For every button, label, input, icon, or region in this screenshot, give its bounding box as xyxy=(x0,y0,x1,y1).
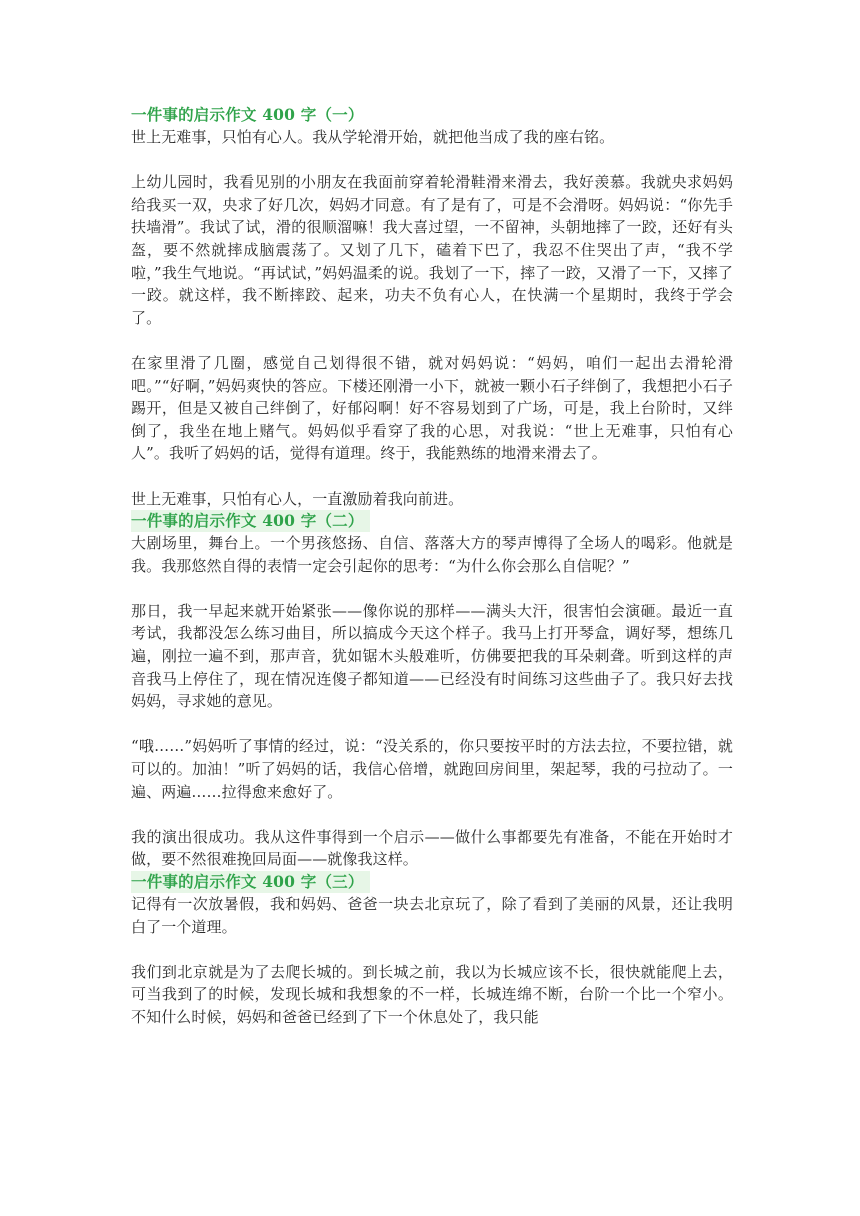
paragraph: 记得有一次放暑假，我和妈妈、爸爸一块去北京玩了，除了看到了美丽的风景，还让我明白了一个道理。 xyxy=(131,895,733,936)
paragraph-gap xyxy=(131,713,733,736)
section-title-1: 一件事的启示作文 400 字（一） xyxy=(131,105,364,124)
paragraph-gap xyxy=(131,149,733,172)
paragraph-gap xyxy=(131,465,733,488)
paragraph-gap xyxy=(131,803,733,826)
paragraph: 在家里滑了几圈，感觉自己划得很不错，就对妈妈说：“妈妈，咱们一起出去滑轮滑吧。”“好啊，”妈妈爽快的答应。下楼还刚滑一小下，就被一颗小石子绊倒了，我想把小石子踢开，但是又被自己绊倒了，好郁闷啊！好不容易划到了广场，可是，我上台阶时，又绊倒了，我坐在地上赌气。妈妈似乎看穿了我的心思，对我说：“世上无难事，只怕有心人”。我听了妈妈的话，觉得有道理。终于，我能熟练的地滑来滑去了。 xyxy=(131,353,733,463)
paragraph: 上幼儿园时，我看见别的小朋友在我面前穿着轮滑鞋滑来滑去，我好羡慕。我就央求妈妈给我买一双，央求了好几次，妈妈才同意。有了是有了，可是不会滑呀。妈妈说：“你先手扶墙滑”。我试了试，滑的很顺溜嘛！我大喜过望，一不留神，头朝地摔了一跤，还好有头盔，要不然就摔成脑震荡了。又划了几下，磕着下巴了，我忍不住哭出了声，“我不学啦，”我生气地说。“再试试，”妈妈温柔的说。我划了一下，摔了一跤，又滑了一下，又摔了一跤。就这样，我不断摔跤、起来，功夫不负有心人，在快满一个星期时，我终于学会了。 xyxy=(131,173,733,327)
document-page xyxy=(131,104,733,1029)
paragraph: 大剧场里，舞台上。一个男孩悠扬、自信、落落大方的琴声博得了全场人的喝彩。他就是我。我那悠然自得的表情一定会引起你的思考：“为什么你会那么自信呢？” xyxy=(131,534,733,575)
paragraph-gap xyxy=(131,329,733,352)
paragraph: 我们到北京就是为了去爬长城的。到长城之前，我以为长城应该不长，很快就能爬上去，可当我到了的时候，发现长城和我想象的不一样，长城连绵不断，台阶一个比一个窄小。不知什么时候，妈妈和爸爸已经到了下一个休息处了，我只能 xyxy=(131,962,733,1026)
paragraph: 世上无难事，只怕有心人，一直激励着我向前进。 xyxy=(131,489,464,508)
paragraph-gap xyxy=(131,938,733,961)
paragraph: 我的演出很成功。我从这件事得到一个启示——做什么事都要先有准备，不能在开始时才做，要不然很难挽回局面——就像我这样。 xyxy=(131,827,733,869)
paragraph: 那日，我一早起来就开始紧张——像你说的那样——满头大汗，很害怕会演砸。最近一直考试，我都没怎么练习曲目，所以搞成今天这个样子。我马上打开琴盒，调好琴，想练几遍，刚拉一遍不到，那声音，犹如锯木头般难听，仿佛要把我的耳朵刺聋。听到这样的声音我马上停住了，现在情况连傻子都知道——已经没有时间练习这些曲子了。我只好去找妈妈，寻求她的意见。 xyxy=(131,601,733,711)
paragraph: “哦……”妈妈听了事情的经过，说：“没关系的，你只要按平时的方法去拉，不要拉错，就可以的。加油！”听了妈妈的话，我信心倍增，就跑回房间里，架起琴，我的弓拉动了。一遍、两遍……拉得愈来愈好了。 xyxy=(131,737,733,801)
section-title-3: 一件事的启示作文 400 字（三） xyxy=(131,871,370,893)
paragraph-gap xyxy=(131,577,733,600)
paragraph: 世上无难事，只怕有心人。我从学轮滑开始，就把他当成了我的座右铭。 xyxy=(131,128,615,146)
section-title-2: 一件事的启示作文 400 字（二） xyxy=(131,510,370,532)
